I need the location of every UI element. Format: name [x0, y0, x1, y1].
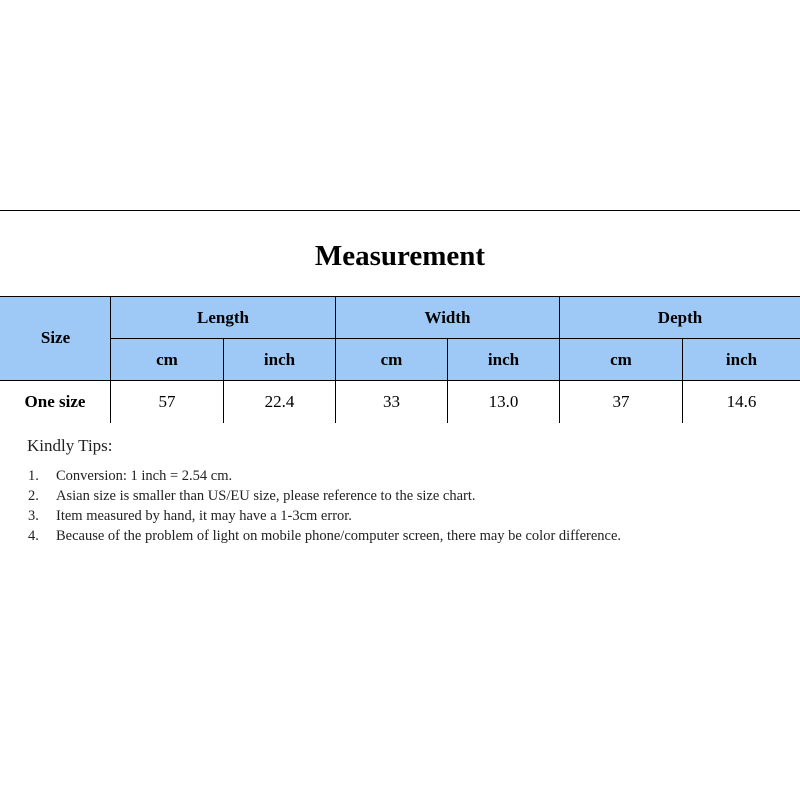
size-header: Size: [40, 328, 71, 347]
list-number: 2.: [28, 488, 39, 504]
list-item: [28, 466, 728, 486]
unit-header: cm: [380, 349, 403, 369]
tips-title: Kindly Tips:: [27, 436, 113, 455]
list-text: Because of the problem of light on mobile phone/computer screen, there may be color difference.: [56, 528, 622, 544]
list-text: Asian size is smaller than US/EU size, please reference to the size chart.: [56, 488, 476, 504]
unit-header: inch: [263, 349, 296, 369]
row-label: One size: [24, 392, 86, 411]
list-item: [28, 526, 728, 546]
length-header: Length: [197, 307, 249, 327]
list-number: 3.: [28, 508, 39, 524]
list-number: 4.: [28, 528, 39, 544]
list-item: [28, 506, 728, 526]
unit-header: cm: [610, 349, 632, 369]
page-title: Measurement: [314, 240, 486, 272]
table-cell: 33: [383, 392, 400, 411]
table-cell: 57: [158, 392, 176, 411]
table-cell: 14.6: [726, 392, 757, 411]
list-item: [28, 486, 728, 506]
list-text: Conversion: 1 inch = 2.54 cm.: [56, 468, 233, 484]
table-cell: 22.4: [264, 392, 295, 411]
table-cell: 13.0: [488, 392, 519, 411]
width-header: Width: [424, 307, 471, 327]
top-divider: [0, 210, 800, 211]
unit-header: cm: [156, 349, 178, 369]
unit-header: inch: [487, 349, 520, 369]
list-number: 1.: [28, 468, 39, 484]
depth-header: Depth: [657, 307, 703, 327]
unit-header: inch: [725, 349, 758, 369]
tips-list: [28, 466, 728, 546]
table-cell: 37: [612, 392, 630, 411]
list-text: Item measured by hand, it may have a 1-3cm error.: [56, 508, 352, 524]
